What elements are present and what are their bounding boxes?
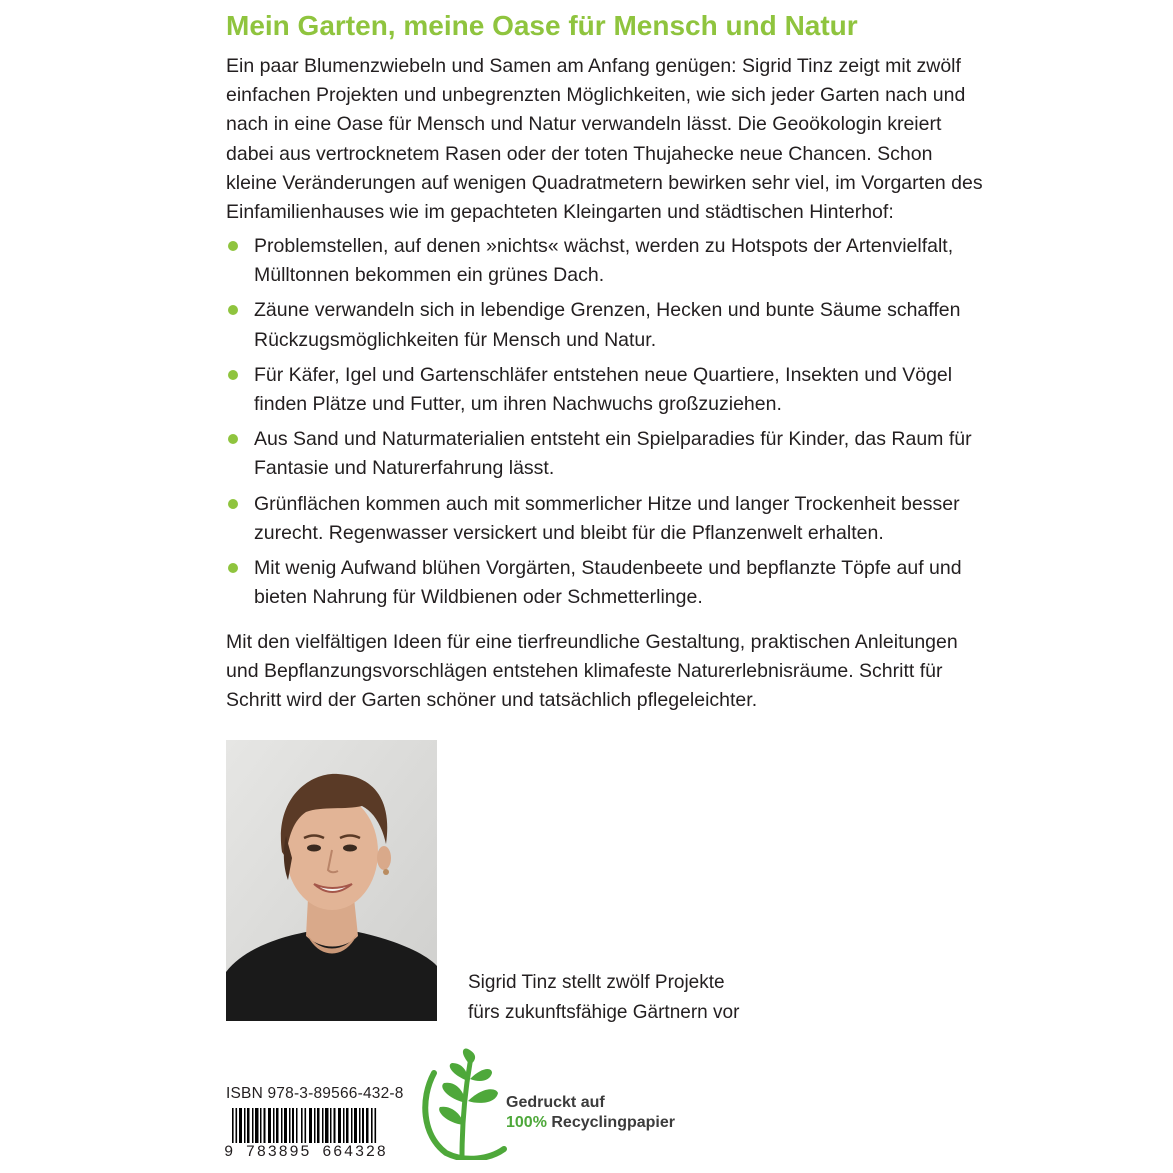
list-item — [226, 425, 986, 483]
list-item-text: Zäune verwandeln sich in lebendige Grenzen, Hecken und bunte Säume schaffen Rückzugsmöglichkeiten für Mensch und Natur. — [254, 299, 961, 351]
list-item-text: Aus Sand und Naturmaterialien entsteht ein Spielparadies für Kinder, das Raum für Fantasie und Naturerfahrung lässt. — [254, 428, 972, 480]
list-item-text: Grünflächen kommen auch mit sommerlicher Hitze und langer Trockenheit besser zurecht. Regenwasser versickert und bleibt für die Pflanzenwelt erhalten. — [254, 492, 960, 544]
bullet-dot-icon — [228, 434, 238, 444]
page-title: Mein Garten, meine Oase für Mensch und Natur — [226, 10, 858, 41]
photo-caption — [468, 968, 828, 1027]
recycling-paper-label — [506, 1093, 675, 1133]
bullet-dot-icon — [228, 305, 238, 315]
eco-percent: 100% — [506, 1114, 547, 1131]
barcode-digits: 9 783895 664328 — [224, 1143, 392, 1161]
list-item — [226, 554, 986, 612]
bullet-dot-icon — [228, 370, 238, 380]
bullet-dot-icon — [228, 563, 238, 573]
list-item-text: Problemstellen, auf denen »nichts« wächst, werden zu Hotspots der Artenvielfalt, Mülltonnen bekommen ein grünes Dach. — [254, 235, 954, 287]
author-portrait-illustration — [226, 740, 437, 1021]
bullet-dot-icon — [228, 241, 238, 251]
closing-paragraph: Mit den vielfältigen Ideen für eine tierfreundliche Gestaltung, praktischen Anleitungen und Bepflanzungsvorschlägen entstehen klimafeste Naturerlebnisräume. Schritt für Schritt wird der Garten schöner und tatsächlich pflegeleichter. — [226, 631, 958, 712]
list-item-text: Mit wenig Aufwand blühen Vorgärten, Staudenbeete und bepflanzte Töpfe auf und bieten Nahrung für Wildbienen oder Schmetterlinge. — [254, 557, 962, 609]
feature-list — [226, 232, 986, 618]
eco-line-1: Gedruckt auf — [506, 1094, 605, 1111]
eco-line-2 — [506, 1113, 675, 1133]
list-item — [226, 296, 986, 354]
intro-paragraph: Ein paar Blumenzwiebeln und Samen am Anfang genügen: Sigrid Tinz zeigt mit zwölf einfachen Projekten und unbegrenzten Möglichkeiten, wie sich jeder Garten nach und nach in eine Oase für Mensch und Natur verwandeln lässt. Die Geoökologin kreiert dabei aus vertrocknetem Rasen oder der toten Thujahecke neue Chancen. Schon kleine Veränderungen auf wenigen Quadratmetern bewirken sehr viel, im Vorgarten des Einfamilienhauses wie im gepachteten Kleingarten und städtischen Hinterhof: — [226, 55, 983, 224]
bullet-dot-icon — [228, 499, 238, 509]
caption-line-2: fürs zukunftsfähige Gärtnern vor — [468, 1001, 740, 1023]
list-item-text: Für Käfer, Igel und Gartenschläfer entstehen neue Quartiere, Insekten und Vögel finden Plätze und Futter, um ihren Nachwuchs großzuziehen. — [254, 363, 953, 416]
isbn-label: ISBN 978-3-89566-432-8 — [226, 1085, 404, 1102]
eco-paper-type: Recyclingpapier — [551, 1114, 675, 1131]
author-photo — [226, 740, 437, 1021]
list-item — [226, 232, 986, 290]
caption-line-1: Sigrid Tinz stellt zwölf Projekte — [468, 972, 725, 993]
list-item — [226, 490, 986, 548]
list-item — [226, 361, 986, 419]
